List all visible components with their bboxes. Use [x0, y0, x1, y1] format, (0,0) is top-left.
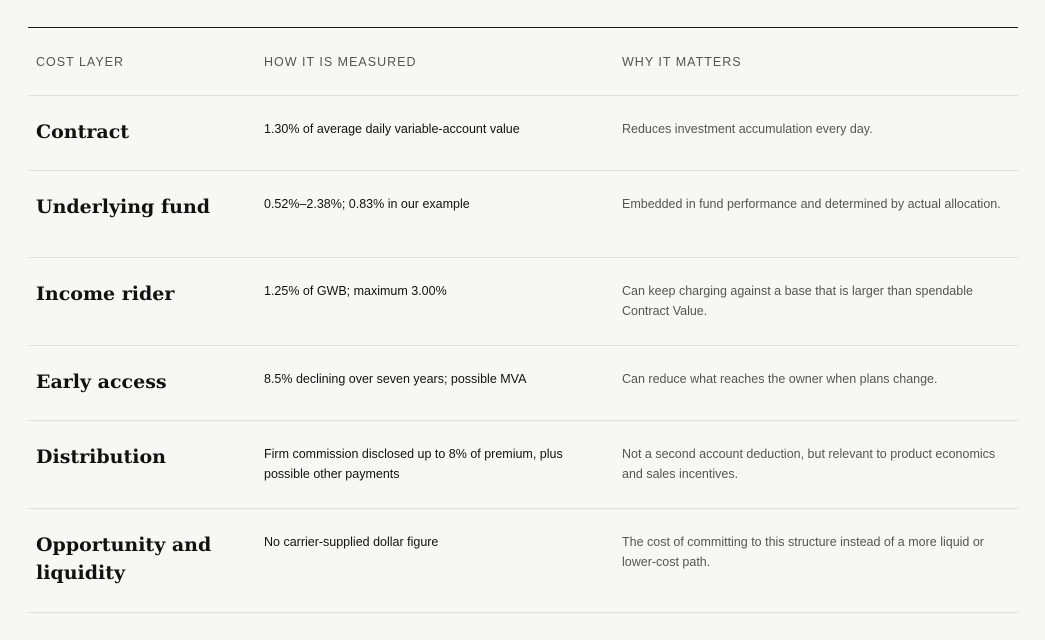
why-text: Not a second account deduction, but relevant to product economics and sales incentives.: [622, 447, 996, 481]
table-row: [28, 171, 1018, 258]
table-row: [28, 346, 1018, 421]
why-text: The cost of committing to this structure instead of a more liquid or lower-cost path.: [622, 535, 984, 569]
table-header-row: [28, 28, 1018, 96]
measure-text: Firm commission disclosed up to 8% of premium, plus possible other payments: [264, 447, 563, 481]
cost-layer-name: Income rider: [36, 283, 175, 305]
cost-layer-name: Distribution: [36, 446, 166, 468]
measure-text: No carrier-supplied dollar figure: [264, 535, 439, 549]
cost-layer-name: Opportunity and liquidity: [36, 534, 212, 584]
why-text: Embedded in fund performance and determined by actual allocation.: [622, 197, 1001, 211]
header-why-matters: WHY IT MATTERS: [622, 55, 742, 69]
table-row: [28, 258, 1018, 346]
measure-text: 1.25% of GWB; maximum 3.00%: [264, 284, 447, 298]
cost-layer-table: [28, 27, 1018, 613]
why-text: Can reduce what reaches the owner when plans change.: [622, 372, 938, 386]
header-cost-layer: COST LAYER: [36, 55, 125, 69]
table-row: [28, 509, 1018, 613]
header-how-measured: HOW IT IS MEASURED: [264, 55, 417, 69]
cost-layer-name: Contract: [36, 121, 130, 143]
table-row: [28, 421, 1018, 509]
measure-text: 0.52%–2.38%; 0.83% in our example: [264, 197, 470, 211]
measure-text: 8.5% declining over seven years; possible MVA: [264, 372, 527, 386]
cost-layer-name: Underlying fund: [36, 196, 211, 218]
cost-layer-name: Early access: [36, 371, 167, 393]
measure-text: 1.30% of average daily variable-account value: [264, 122, 520, 136]
why-text: Reduces investment accumulation every day.: [622, 122, 873, 136]
why-text: Can keep charging against a base that is larger than spendable Contract Value.: [622, 284, 973, 318]
table-row: [28, 96, 1018, 171]
